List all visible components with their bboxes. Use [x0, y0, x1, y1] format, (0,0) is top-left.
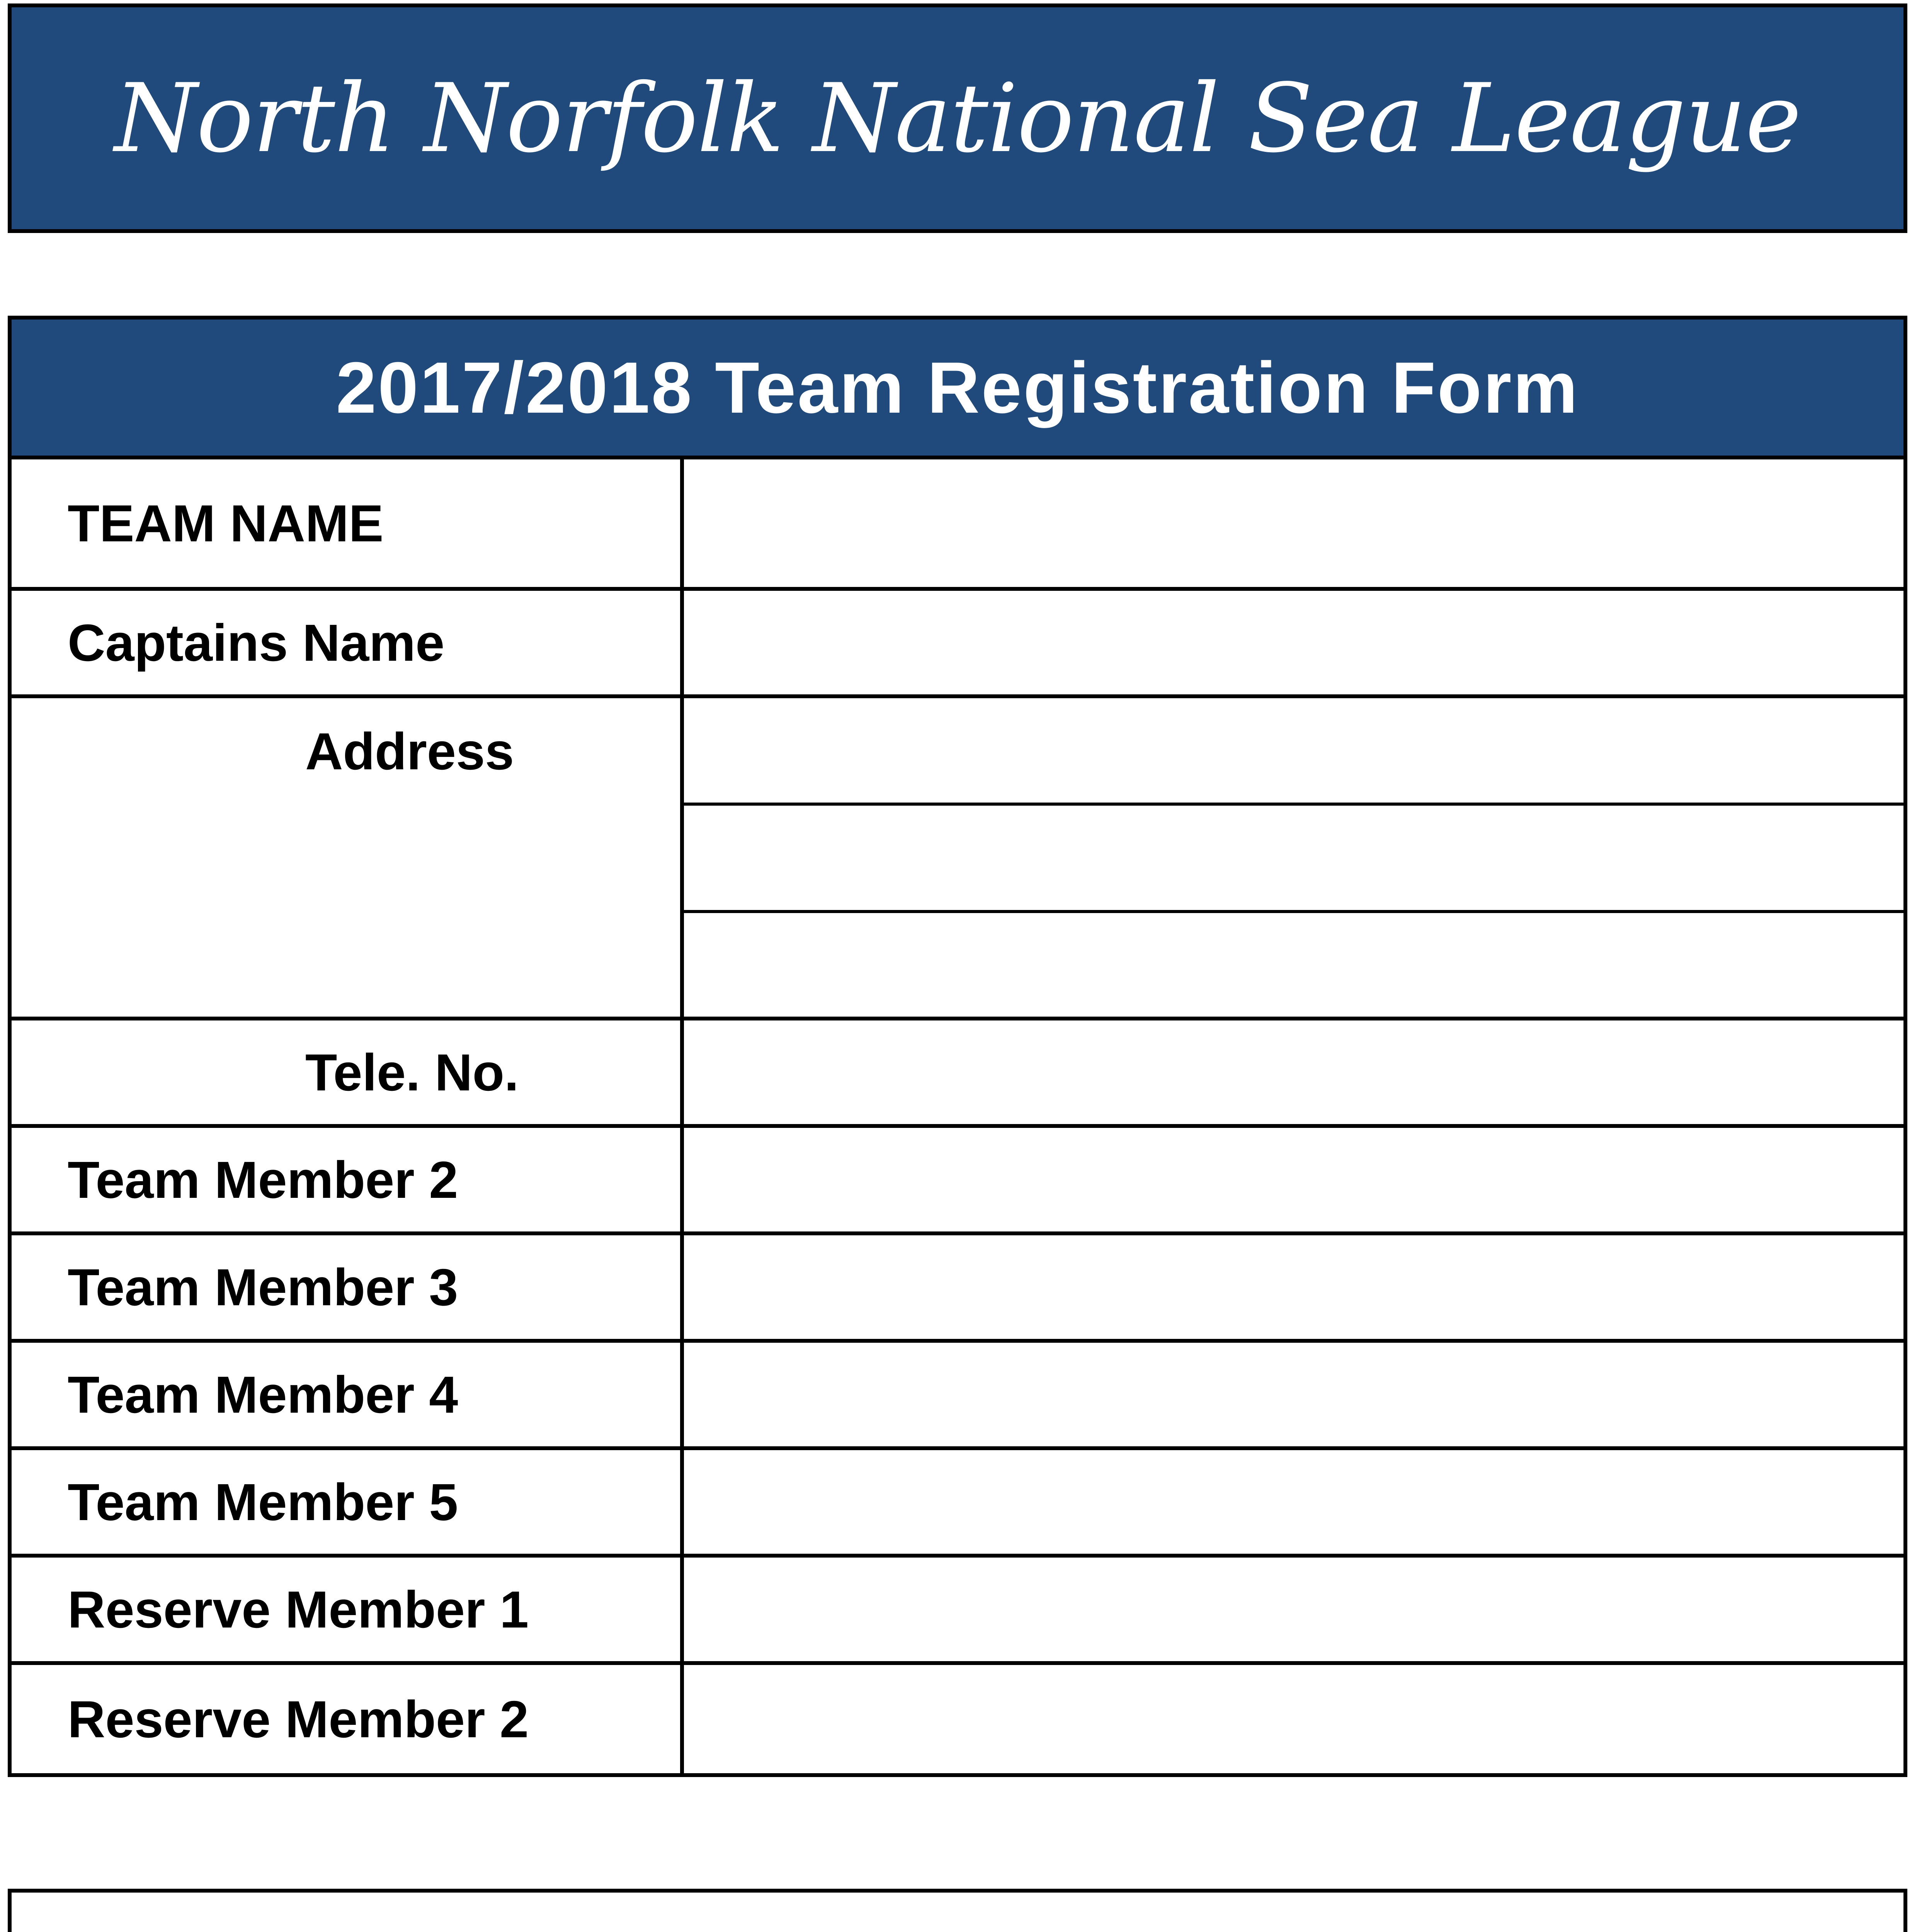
league-title: North Norfolk National Sea League: [114, 63, 1801, 173]
form-row-reserve-member-2: [12, 1665, 1903, 1773]
team-member-2-field[interactable]: [684, 1128, 1903, 1231]
captains-name-label: Captains Name: [68, 613, 445, 672]
address-divider-1: [684, 803, 1903, 806]
address-label: Address: [305, 722, 514, 781]
team-member-4-field[interactable]: [684, 1343, 1903, 1446]
form-row-team-member-5: [12, 1450, 1903, 1558]
team-member-2-label: Team Member 2: [68, 1150, 458, 1209]
address-field-line-2[interactable]: [684, 806, 1903, 910]
form-title: 2017/2018 Team Registration Form: [336, 347, 1579, 428]
team-member-5-label: Team Member 5: [68, 1473, 458, 1531]
form-row-team-member-2: [12, 1128, 1903, 1235]
contact-box: [8, 1889, 1907, 1932]
address-divider-2: [684, 910, 1903, 913]
form-row-reserve-member-1: [12, 1558, 1903, 1665]
reserve-member-1-field[interactable]: [684, 1558, 1903, 1661]
tele-no-label: Tele. No.: [305, 1043, 519, 1102]
form-row-team-member-4: [12, 1343, 1903, 1450]
form-row-address: [12, 698, 1903, 1020]
tele-no-field[interactable]: [684, 1020, 1903, 1124]
form-row-team-name: [12, 459, 1903, 591]
form-row-tele-no: [12, 1020, 1903, 1128]
form-row-team-member-3: [12, 1235, 1903, 1343]
league-banner: [8, 3, 1907, 233]
registration-form: [8, 316, 1907, 1777]
team-name-label: TEAM NAME: [68, 494, 384, 553]
team-member-3-label: Team Member 3: [68, 1258, 458, 1316]
team-member-3-field[interactable]: [684, 1235, 1903, 1339]
reserve-member-2-field[interactable]: [684, 1665, 1903, 1773]
address-field-line-1[interactable]: [684, 698, 1903, 803]
reserve-member-2-label: Reserve Member 2: [68, 1690, 529, 1748]
team-member-4-label: Team Member 4: [68, 1365, 458, 1424]
reserve-member-1-label: Reserve Member 1: [68, 1580, 529, 1639]
team-member-5-field[interactable]: [684, 1450, 1903, 1554]
captains-name-field[interactable]: [684, 591, 1903, 694]
team-name-field[interactable]: [684, 459, 1903, 587]
form-header: [12, 320, 1903, 459]
address-field-line-3[interactable]: [684, 913, 1903, 1017]
form-row-captains-name: [12, 591, 1903, 698]
